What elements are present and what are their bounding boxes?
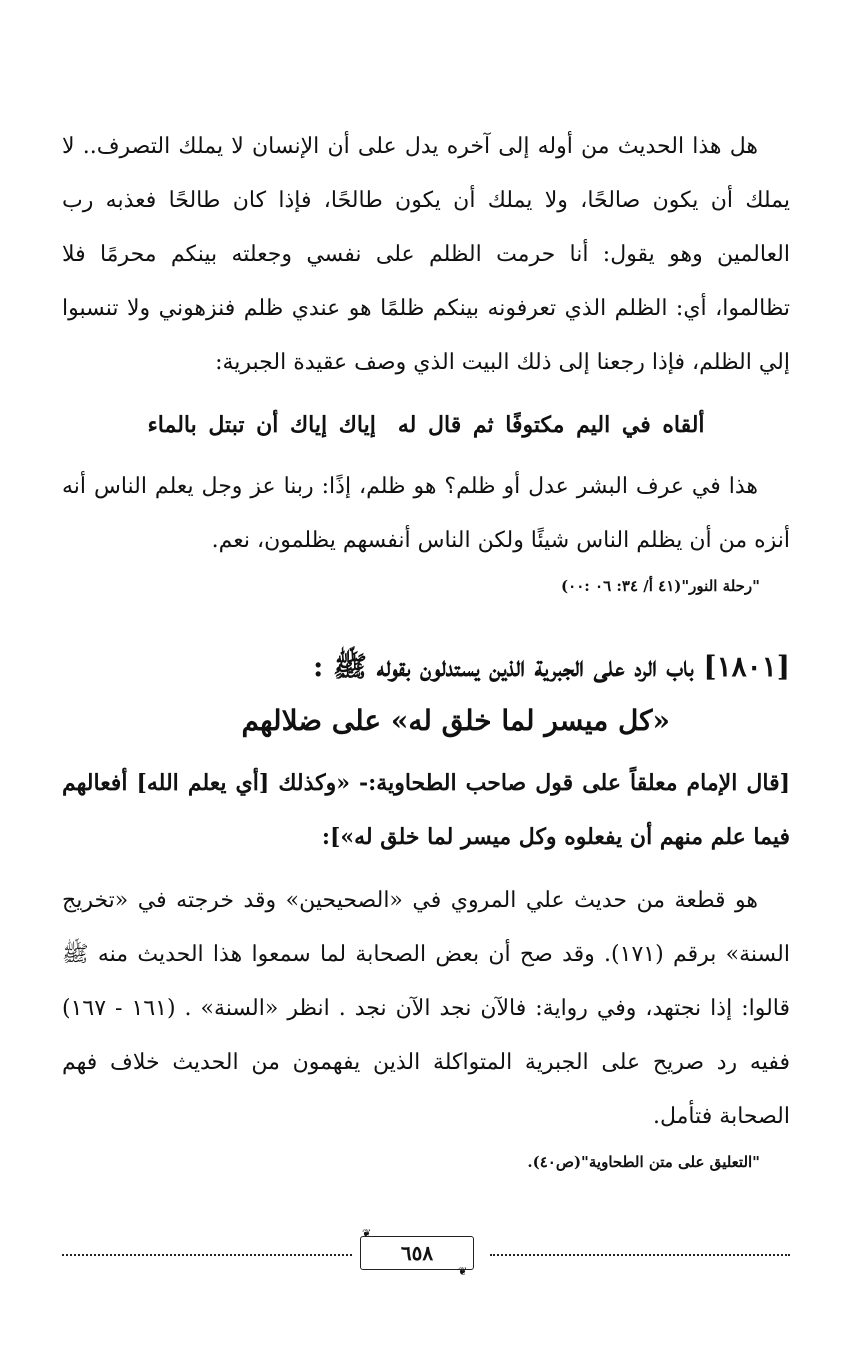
paragraph-3: هو قطعة من حديث علي المروي في «الصحيحين» وقد خرجته في «تخريج السنة» برقم (١٧١). وقد صح أن بعض الصحابة لما سمعوا هذا الحديث منه ﷺ قالوا: إذا نجتهد، وفي رواية: فالآن نجد الآن نجد . انظر «السنة» . (١٦١ - ١٦٧) ففيه رد صريح على الجبرية المتواكلة الذين يفهمون من الحديث خلاف فهم الصحابة فتأمل. (62, 888, 791, 1129)
page-footer (62, 1227, 790, 1278)
poetry-verse (62, 398, 790, 452)
paragraph-1: هل هذا الحديث من أوله إلى آخره يدل على أن الإنسان لا يملك التصرف.. لا يملك أن يكون صالحًا، ولا يملك أن يكون طالحًا، فإذا كان طالحًا فعذبه رب العالمين وهو يقول: أنا حرمت الظلم على نفسي وجعلته بينكم محرمًا فلا تظالموا، أي: الظلم الذي تعرفونه بينكم ظلمًا هو عندي ظلم فنزهوني ولا تنسبوا إلي الظلم، فإذا رجعنا إلى ذلك البيت الذي وصف عقيدة الجبرية: (62, 134, 791, 375)
chapter-heading-line-2: «كل ميسر لما خلق له» على ضلالهم (241, 704, 670, 737)
verse-second-half: إياك إياك أن تبتل بالماء (147, 412, 376, 438)
chapter-heading-line-1: [١٨٠١] باب الرد على الجبرية الذين يستدلون بقوله ﷺ : (313, 650, 790, 683)
paragraph-2: هذا في عرف البشر عدل أو ظلم؟ هو ظلم، إذًا: ربنا عز وجل يعلم الناس أنه أنزه من أن يظلم الناس شيئًا ولكن الناس أنفسهم يظلمون، نعم. (62, 474, 790, 553)
citation-tahawiyya: "التعليق على متن الطحاوية"(ص٤٠). (527, 1153, 760, 1171)
page-body (62, 120, 790, 1176)
citation-rihlat-al-nur: "رحلة النور"(٤١ أ/ ٣٤: ٠٦ :٠٠) (561, 577, 760, 595)
footer-dotted-rule-left (62, 1254, 352, 1256)
ornament-icon: ❦ (362, 1227, 372, 1240)
ornament-icon: ❦ (458, 1265, 468, 1278)
verse-first-half: ألقاه في اليم مكتوفًا ثم قال له (397, 412, 705, 438)
imam-comment-quote: [قال الإمام معلقاً على قول صاحب الطحاوية:- «وكذلك [أي يعلم الله] أفعالهم فيما علم منهم أن يفعلوه وكل ميسر لما خلق له»]: (62, 770, 790, 850)
page-number: ٦٥٨ (360, 1236, 474, 1270)
footer-dotted-rule-right (490, 1254, 790, 1256)
chapter-heading (62, 640, 790, 748)
